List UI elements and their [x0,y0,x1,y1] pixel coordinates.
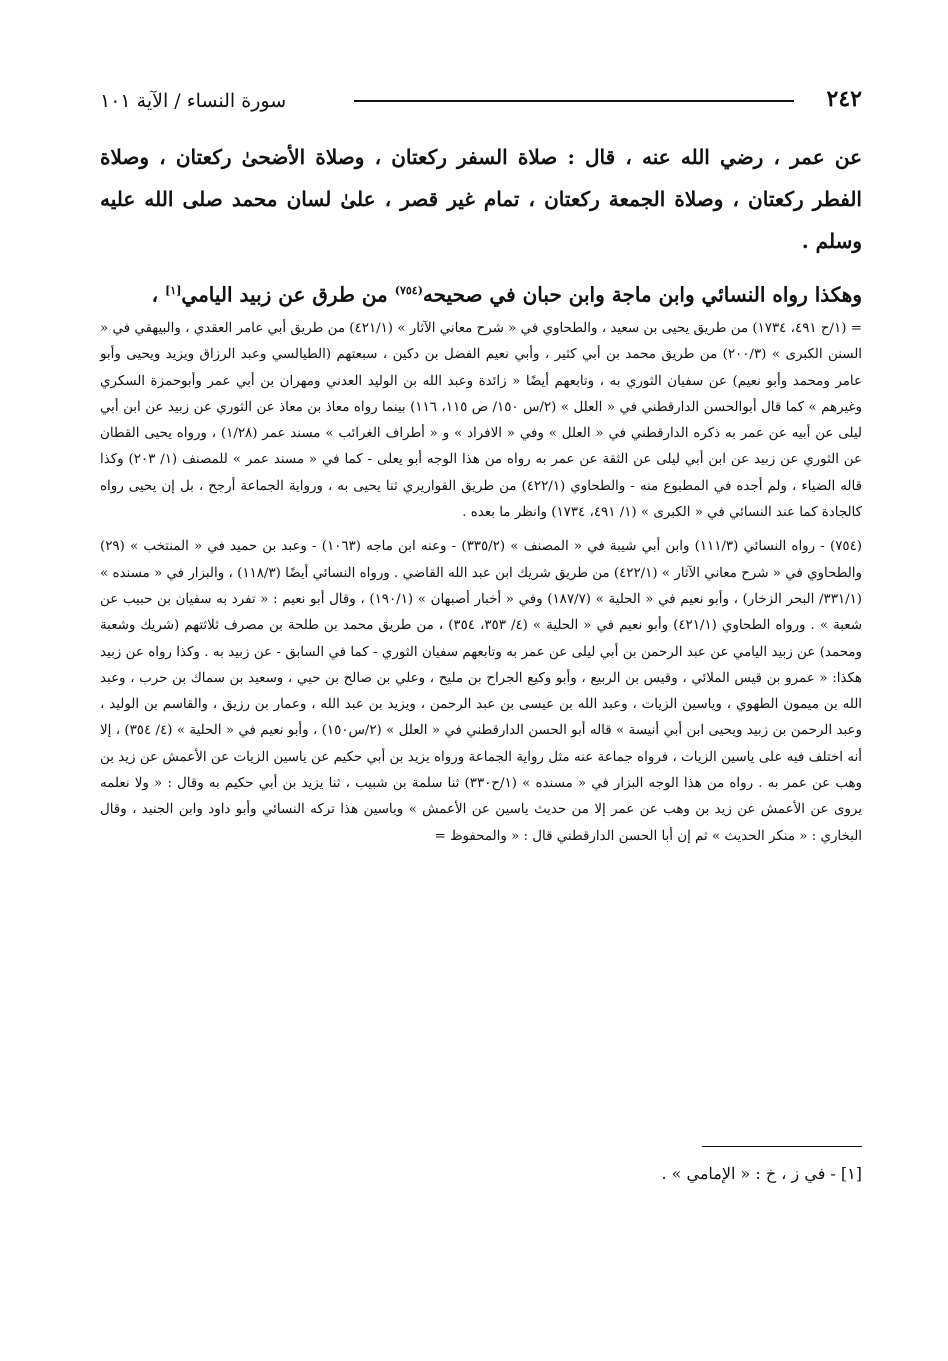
footnote-marker: [١] [165,284,182,297]
main-text [100,136,862,324]
hadith-number-ref: (٧٥٤) [394,284,423,297]
header-rule [354,100,794,102]
main-text-span: وهكذا رواه النسائي وابن ماجة وابن حبان في صحيحه [422,282,862,307]
main-text-span: ، [151,282,166,307]
footnote-rule [702,1146,862,1147]
footnote-continued: = (١/ح ٤٩١، ١٧٣٤) من طريق يحيى بن سعيد ، والطحاوي في « شرح معاني الآثار » (٤٢١/١) من طريق أبي عامر العقدي ، والبيهقي في « السنن الكبرى » (٢٠٠/٣) من طريق محمد بن أبي كثير ، وأبي نعيم الفضل بن دكين ، سبعتهم (الطيالسي وعبد الرزاق ويزيد ويحيى وأبو عامر ومحمد وأبو نعيم) عن سفيان الثوري به ، وتابعهم أيضًا « زائدة وعبد الله بن الوليد العدني ومهران بن أبي عمر وأبوحمزة السكري وغيرهم » كما قال أبوالحسن الدارقطني في « العلل » (٢/س ١٥٠/ ص ١١٥، ١١٦) بينما رواه معاذ بن معاذ عن الثوري عن زبيد عن ابن أبي ليلى عن أبيه عن عمر به ذكره الدارقطني في « العلل » وفي « الافراد » و « أطراف الغرائب » مسند عمر (١/٢٨) ، ورواه يحيى القطان عن الثوري عن زبيد عن ابن أبي ليلى عن الثقة عن عمر به رواه من هذا الوجه أبو يعلى - كما في « مسند عمر » للمصنف (١/ ٢٠٣) وكذا قاله الضياء ، ولم أجده في المطبوع منه - والطحاوي (٤٢٢/١) من طريق القواريري ثنا يحيى به ، ورواية الجماعة أرجح ، بل إن يحيى رواه كالجادة كما عند النسائي في « الكبرى » (١/ ٤٩١، ١٧٣٤) وانظر ما بعده . [100,321,862,521]
footnote-754: (٧٥٤) - رواه النسائي (١١١/٣) وابن أبي شيبة في « المصنف » (٣٣٥/٢) - وعنه ابن ماجه (١٠٦٣) - وعبد بن حميد في « المنتخب » (٢٩) والطحاوي في « شرح معاني الآثار » (٤٢٢/١) من طريق شريك ابن عبد الله القاضي . ورواه النسائي أيضًا (١١٨/٣) ، والبزار في « مسنده » (٣٣١/١/ البحر الزخار) ، وأبو نعيم في « الحلية » (١٨٧/٧) وفي « أخبار أصبهان » (١٩٠/١) ، وقال أبو نعيم : « تفرد به سفيان بن حبيب عن شعبة » . ورواه الطحاوي (٤٢١/١) وأبو نعيم في « الحلية » (٤/ ٣٥٣، ٣٥٤) ، من طريق محمد بن طلحة بن مصرف ثلاثتهم (شريك وشعبة ومحمد) عن زبيد اليامي عن عبد الرحمن بن أبي ليلى عن عمر به وتابعهم سفيان الثوري - كما في السابق - عن زبيد به . وكذا رواه عن زبيد هكذا: « عمرو بن قيس الملائي ، وقيس بن الربيع ، وأبو وكيع الجراح بن مليح ، وعلي بن صالح بن حيي ، وسعيد بن سماك بن حرب ، وعبد الله بن ميمون الطهوي ، وياسين الزيات ، وعبد الله بن عيسى بن عبد الرحمن ، ويزيد بن عبد الله ، وعمار بن رزيق ، والقاسم بن الوليد ، وعبد الرحمن بن زبيد ويحيى ابن أبي أنيسة » قاله أبو الحسن الدارقطني في « العلل » (٢/س١٥٠) ، وأبو نعيم في « الحلية » (٤/ ٣٥٤) ، إلا أنه اختلف فيه على ياسين الزيات ، فرواه جماعة عنه مثل رواية الجماعة ورواه يزيد بن أبي حكيم عن ياسين الزيات عن الأعمش عن زيد بن وهب عن عمر به . رواه من هذا الوجه البزار في « مسنده » (١/ح٣٣٠) ثنا سلمة بن شبيب ، ثنا يزيد بن أبي حكيم به وقال : « ولا نعلمه يروى عن الأعمش عن زيد بن وهب عن عمر إلا من حديث ياسين عن الأعمش » وياسين هذا تركه النسائي وأبو داود وابن الجنيد ، وقال البخاري : « منكر الحديث » ثم إن أبا الحسن الدارقطني قال : « والمحفوظ = [100,539,863,844]
page-header [100,84,862,120]
main-text-span: من طرق عن زبيد اليامي [181,282,395,307]
main-paragraph: عن عمر ، رضي الله عنه ، قال : صلاة السفر ركعتان ، وصلاة الأضحىٰ ركعتان ، وصلاة الفطر ركعتان ، وصلاة الجمعة ركعتان ، تمام غير قصر ، علىٰ لسان محمد صلى الله عليه وسلم . [100,145,862,253]
margin-note: [١] - في ز ، خ : « الإمامي » . [661,1164,862,1183]
main-paragraph [100,270,862,316]
running-title: سورة النساء / الآية ١٠١ [100,90,287,112]
page-number: ٢٤٢ [826,86,862,112]
footnotes [100,316,862,858]
